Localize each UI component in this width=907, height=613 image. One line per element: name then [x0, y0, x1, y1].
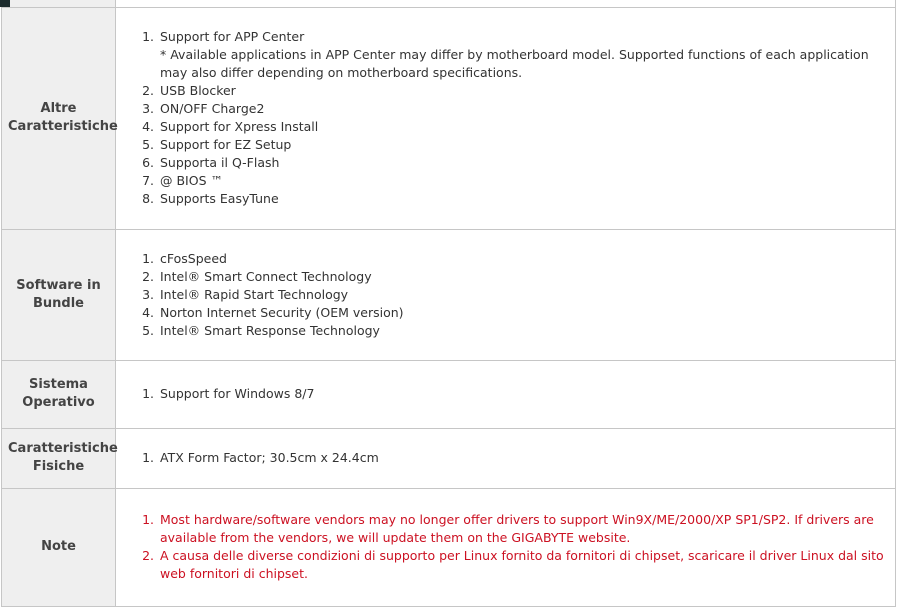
partial-row-top [2, 0, 896, 7]
spec-item: 1. ATX Form Factor; 30.5cm x 24.4cm [158, 449, 885, 467]
spec-item: 2. Intel® Smart Connect Technology [158, 268, 885, 286]
spec-item: 7. @ BIOS ™ [158, 172, 885, 190]
spec-item: 1. Support for Windows 8/7 [158, 385, 885, 403]
page-edge-fragment [0, 0, 10, 7]
spec-row-content [116, 488, 896, 606]
partial-row-header-cell [2, 0, 116, 7]
spec-row-header: Software in Bundle [2, 229, 116, 360]
note-list [134, 511, 885, 583]
spec-item: 3. ON/OFF Charge2 [158, 100, 885, 118]
spec-list [134, 385, 885, 403]
spec-row-software-in-bundle [2, 229, 896, 360]
note-item: 1. Most hardware/software vendors may no longer offer drivers to support Win9X/ME/2000/XP SP1/SP2. If drivers are available from the vendors, we will update them on the GIGABYTE website. [158, 511, 885, 547]
note-item: 2. A causa delle diverse condizioni di supporto per Linux fornito da fornitori di chipset, scaricare il driver Linux dal sito web fornitori di chipset. [158, 547, 885, 583]
spec-row-header: Sistema Operativo [2, 360, 116, 428]
spec-item: 3. Intel® Rapid Start Technology [158, 286, 885, 304]
spec-row-content [116, 7, 896, 229]
spec-row-header: Caratteristiche Fisiche [2, 428, 116, 488]
spec-item: 4. Support for Xpress Install [158, 118, 885, 136]
spec-item-text: Support for APP Center [160, 29, 305, 44]
spec-row-content [116, 229, 896, 360]
spec-row-sistema-operativo [2, 360, 896, 428]
spec-item: 1. cFosSpeed [158, 250, 885, 268]
spec-item: 4. Norton Internet Security (OEM version) [158, 304, 885, 322]
spec-item: 6. Supporta il Q-Flash [158, 154, 885, 172]
spec-row-caratteristiche-fisiche [2, 428, 896, 488]
spec-item: 2. USB Blocker [158, 82, 885, 100]
spec-item [158, 28, 885, 82]
spec-row-header: Altre Caratteristiche [2, 7, 116, 229]
specs-table [1, 0, 896, 607]
spec-item: 5. Intel® Smart Response Technology [158, 322, 885, 340]
partial-row-content-cell [116, 0, 896, 7]
spec-list [134, 250, 885, 340]
spec-item: 5. Support for EZ Setup [158, 136, 885, 154]
spec-row-content [116, 428, 896, 488]
spec-list [134, 28, 885, 208]
spec-item-footnote: * Available applications in APP Center may differ by motherboard model. Supported functions of each application may also differ depending on motherboard specifications. [160, 47, 869, 80]
spec-item: 8. Supports EasyTune [158, 190, 885, 208]
spec-list [134, 449, 885, 467]
spec-row-content [116, 360, 896, 428]
spec-row-altre-caratteristiche [2, 7, 896, 229]
spec-row-header: Note [2, 488, 116, 606]
spec-row-note [2, 488, 896, 606]
